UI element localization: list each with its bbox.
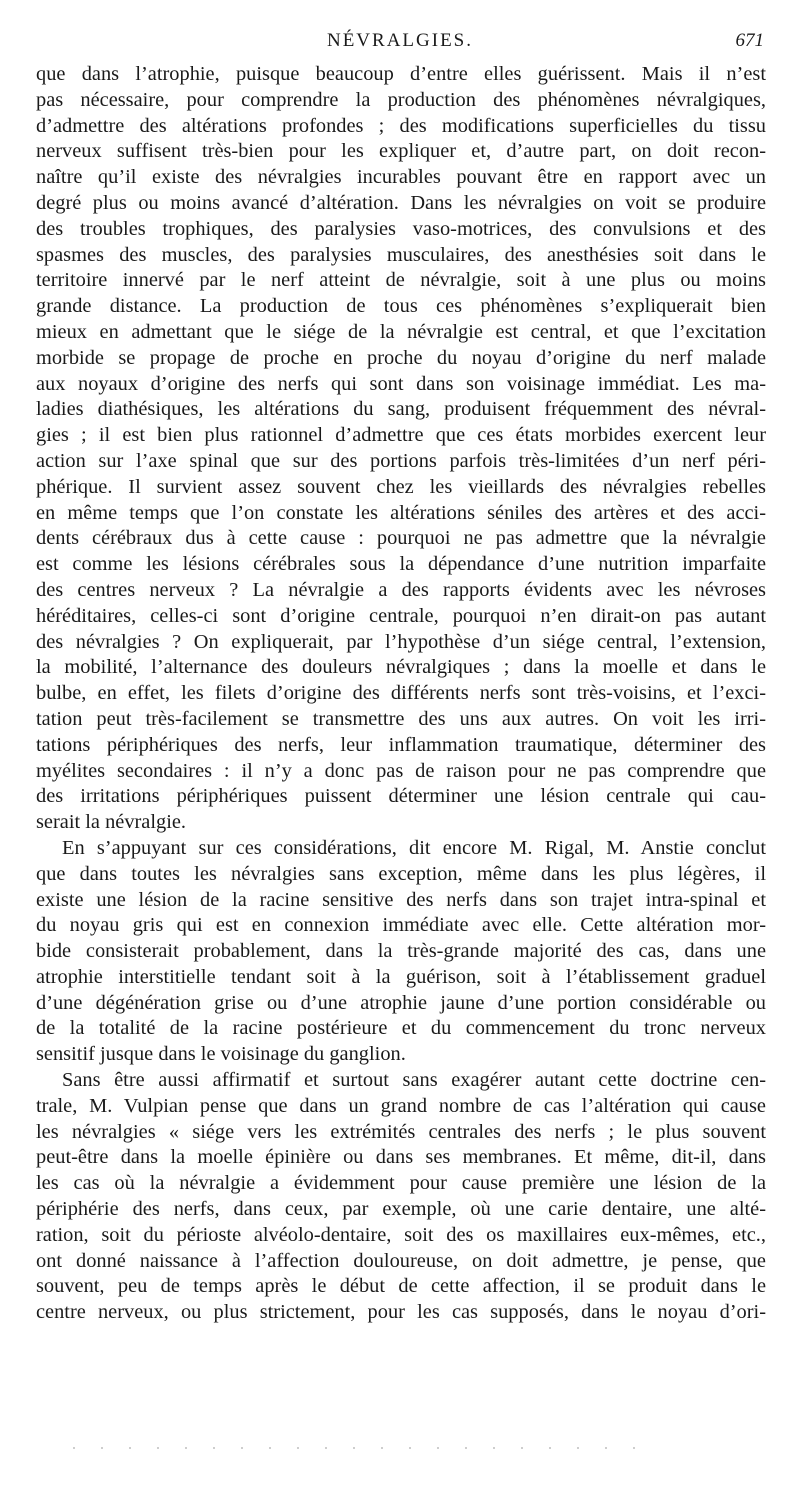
paragraph	[36, 1068, 766, 1326]
text-line: peut-être dans la moelle épinière ou dans ses membranes. Et même, dit-il, dans	[36, 1146, 766, 1169]
text-line: ladies diathésiques, les altérations du sang, produisent fréquemment des névral-	[36, 398, 766, 421]
text-line: des névralgies ? On expliquerait, par l’hypothèse d’un siége central, l’extension,	[36, 630, 766, 653]
text-line: que dans l’atrophie, puisque beaucoup d’entre elles guérissent. Mais il n’est	[36, 63, 766, 85]
text-line: en même temps que l’on constate les altérations séniles des artères et des acci-	[36, 501, 766, 524]
text-line: morbide se propage de proche en proche du noyau d’origine du nerf malade	[36, 346, 766, 369]
text-line: de la totalité de la racine postérieure et du commencement du tronc nerveux	[36, 1017, 766, 1040]
paragraph	[36, 836, 766, 1068]
page-number: 671	[735, 30, 764, 51]
text-line: des centres nerveux ? La névralgie a des rapports évidents avec les névroses	[36, 578, 766, 601]
text-line: atrophie interstitielle tendant soit à la guérison, soit à l’établissement graduel	[36, 965, 766, 988]
paragraph	[36, 62, 766, 836]
text-line: degré plus ou moins avancé d’altération. Dans les névralgies on voit se produire	[36, 191, 766, 214]
text-line: tation peut très-facilement se transmettre des uns aux autres. On voit les irri-	[36, 707, 766, 730]
text-line: action sur l’axe spinal que sur des portions parfois très-limitées d’un nerf péri-	[36, 449, 766, 472]
text-line: aux noyaux d’origine des nerfs qui sont dans son voisinage immédiat. Les ma-	[36, 372, 766, 395]
text-line: tations périphériques des nerfs, leur inflammation traumatique, déterminer des	[36, 733, 766, 756]
text-line: sensitif jusque dans le voisinage du ganglion.	[36, 1043, 406, 1066]
text-line: ration, soit du périoste alvéolo-dentaire, soit des os maxillaires eux-mêmes, etc.,	[36, 1223, 766, 1246]
text-line: pas nécessaire, pour comprendre la production des phénomènes névralgiques,	[36, 88, 766, 111]
text-line: En s’appuyant sur ces considérations, dit encore M. Rigal, M. Anstie conclut	[62, 836, 766, 859]
text-line: spasmes des muscles, des paralysies musculaires, des anesthésies soit dans le	[36, 243, 766, 266]
text-line: trale, M. Vulpian pense que dans un grand nombre de cas l’altération qui cause	[36, 1094, 766, 1117]
text-line: les cas où la névralgie a évidemment pour cause première une lésion de la	[36, 1172, 766, 1195]
text-line: mieux en admettant que le siége de la névralgie est central, et que l’excitation	[36, 320, 766, 343]
text-line: d’une dégénération grise ou d’une atrophie jaune d’une portion considérable ou	[36, 991, 766, 1014]
text-line: héréditaires, celles-ci sont d’origine centrale, pourquoi n’en dirait-on pas autant	[36, 604, 766, 627]
text-line: souvent, peu de temps après le début de cette affection, il se produit dans le	[36, 1275, 766, 1298]
text-line: serait la névralgie.	[36, 811, 187, 834]
text-line: grande distance. La production de tous ces phénomènes s’expliquerait bien	[36, 295, 766, 318]
text-line: d’admettre des altérations profondes ; des modifications superficielles du tissu	[36, 114, 766, 137]
text-line: dents cérébraux dus à cette cause : pourquoi ne pas admettre que la névralgie	[36, 527, 766, 550]
text-line: naître qu’il existe des névralgies incurables pouvant être en rapport avec un	[36, 166, 766, 189]
text-line: territoire innervé par le nerf atteint de névralgie, soit à une plus ou moins	[36, 269, 766, 292]
text-line: du noyau gris qui est en connexion immédiate avec elle. Cette altération mor-	[36, 914, 766, 937]
body-text	[36, 62, 766, 1326]
text-line: myélites secondaires : il n’y a donc pas de raison pour ne pas comprendre que	[36, 759, 766, 782]
text-line: des troubles trophiques, des paralysies vaso-motrices, des convulsions et des	[36, 217, 766, 240]
page-header	[36, 30, 764, 56]
text-line: bide consisterait probablement, dans la très-grande majorité des cas, dans une	[36, 940, 766, 963]
text-line: nerveux suffisent très-bien pour les expliquer et, d’autre part, on doit recon-	[36, 140, 766, 163]
text-line: la mobilité, l’alternance des douleurs névralgiques ; dans la moelle et dans le	[36, 656, 766, 679]
text-line: gies ; il est bien plus rationnel d’admettre que ces états morbides exercent leur	[36, 424, 766, 447]
text-line: centre nerveux, ou plus strictement, pour les cas supposés, dans le noyau d’ori-	[36, 1301, 766, 1324]
text-line: des irritations périphériques puissent déterminer une lésion centrale qui cau-	[36, 785, 766, 808]
text-line: les névralgies « siége vers les extrémités centrales des nerfs ; le plus souvent	[36, 1120, 766, 1143]
text-line: Sans être aussi affirmatif et surtout sans exagérer autant cette doctrine cen-	[62, 1069, 766, 1092]
text-line: que dans toutes les névralgies sans exception, même dans les plus légères, il	[36, 862, 766, 885]
running-title: NÉVRALGIES.	[326, 30, 474, 51]
text-line: est comme les lésions cérébrales sous la dépendance d’une nutrition imparfaite	[36, 553, 766, 576]
text-line: bulbe, en effet, les filets d’origine des différents nerfs sont très-voisins, et l’exci-	[36, 682, 766, 705]
text-line: phérique. Il survient assez souvent chez les vieillards des névralgies rebelles	[36, 475, 766, 498]
text-line: ont donné naissance à l’affection douloureuse, on doit admettre, je pense, que	[36, 1249, 766, 1272]
text-line: existe une lésion de la racine sensitive des nerfs dans son trajet intra-spinal et	[36, 888, 766, 911]
scan-artifact	[60, 1446, 660, 1450]
text-line: périphérie des nerfs, dans ceux, par exemple, où une carie dentaire, une alté-	[36, 1198, 766, 1221]
